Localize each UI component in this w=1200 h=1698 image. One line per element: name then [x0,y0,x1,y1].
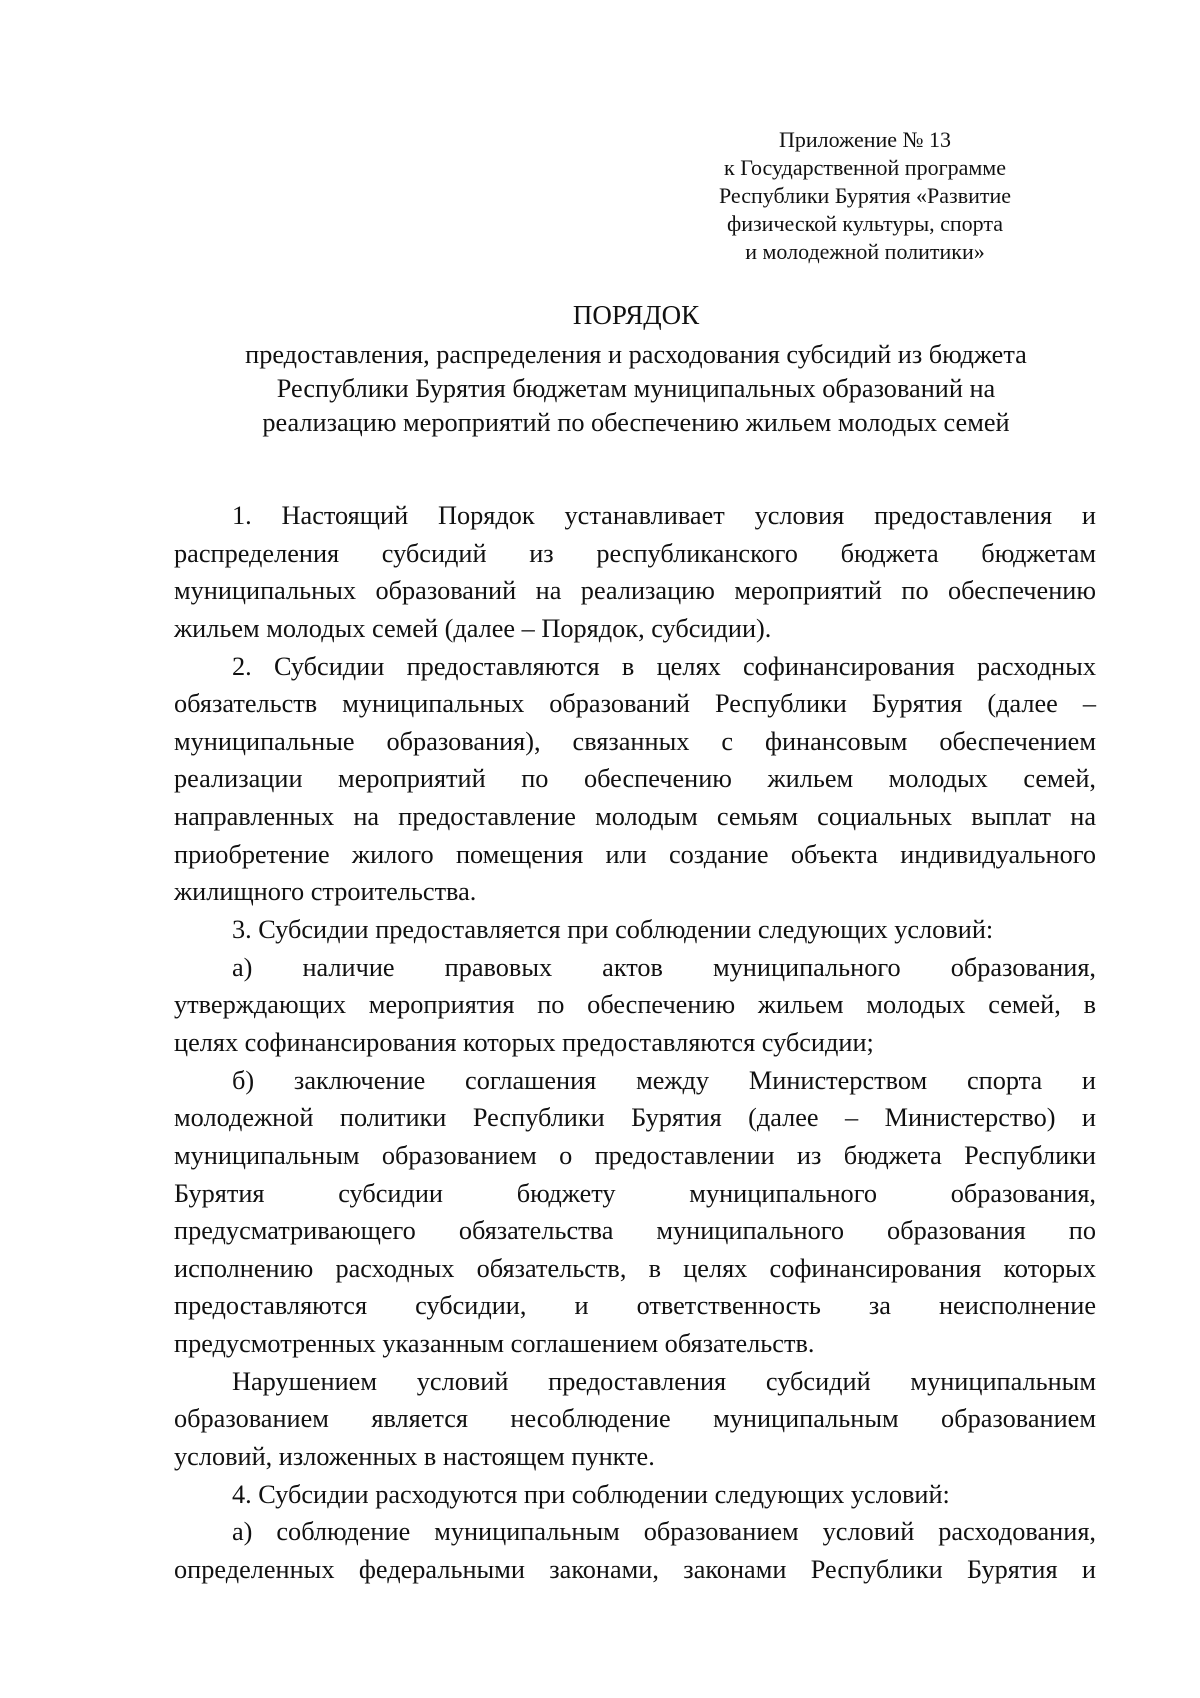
body-line: образованием является несоблюдение муниципальным образованием [174,1404,1096,1434]
appendix-line: Республики Бурятия «Развитие [718,183,1012,208]
body-line: исполнению расходных обязательств, в целях софинансирования которых [174,1253,1096,1283]
body-line: распределения субсидий из республиканского бюджета бюджетам [174,538,1096,568]
appendix-line: и молодежной политики» [745,239,985,264]
body-line: Бурятия субсидии бюджету муниципального образования, [174,1178,1096,1208]
body-line: муниципальных образований на реализацию мероприятий по обеспечению [174,576,1096,606]
body-line: утверждающих мероприятия по обеспечению жильем молодых семей, в [174,990,1096,1020]
appendix-header [620,126,1110,266]
body-line: 2. Субсидии предоставляются в целях софинансирования расходных [232,651,1096,681]
body-line: 1. Настоящий Порядок устанавливает условия предоставления и [232,501,1096,530]
body-line: реализации мероприятий по обеспечению жильем молодых семей, [174,764,1096,794]
body-line: предоставляются субсидии, и ответственность за неисполнение [174,1291,1096,1321]
body-line: Нарушением условий предоставления субсидий муниципальным [232,1366,1096,1396]
body-line: а) соблюдение муниципальным образованием условий расходования, [232,1517,1096,1547]
document-body [174,497,1096,1589]
body-line: 3. Субсидии предоставляется при соблюдении следующих условий: [232,915,994,945]
body-line: 4. Субсидии расходуются при соблюдении следующих условий: [232,1479,950,1509]
subtitle-line: предоставления, распределения и расходования субсидий из бюджета [245,340,1027,369]
body-line: направленных на предоставление молодым семьям социальных выплат на [174,802,1096,832]
body-line: предусматривающего обязательства муниципального образования по [174,1216,1096,1246]
body-line: а) наличие правовых актов муниципального образования, [232,952,1096,982]
body-line: б) заключение соглашения между Министерством спорта и [232,1065,1096,1095]
body-line: жильем молодых семей (далее – Порядок, субсидии). [174,613,772,643]
appendix-line: к Государственной программе [724,155,1006,180]
body-line: целях софинансирования которых предоставляются субсидии; [174,1027,874,1057]
body-line: предусмотренных указанным соглашением обязательств. [174,1329,815,1359]
appendix-line: Приложение № 13 [778,127,952,152]
body-line: обязательств муниципальных образований Республики Бурятия (далее – [174,689,1096,719]
appendix-line: физической культуры, спорта [726,211,1004,236]
document-title: ПОРЯДОК [572,300,700,330]
body-line: приобретение жилого помещения или создание объекта индивидуального [174,839,1096,869]
body-line: определенных федеральными законами, законами Республики Бурятия и [174,1554,1096,1584]
body-line: молодежной политики Республики Бурятия (далее – Министерство) и [174,1103,1096,1133]
subtitle-line: реализацию мероприятий по обеспечению жильем молодых семей [262,408,1010,437]
body-line: условий, изложенных в настоящем пункте. [174,1442,655,1472]
body-line: жилищного строительства. [174,877,477,907]
body-line: муниципальные образования), связанных с финансовым обеспечением [174,726,1096,756]
subtitle-line: Республики Бурятия бюджетам муниципальных образований на [276,374,996,403]
document-subtitle [150,338,1122,440]
body-line: муниципальным образованием о предоставлении из бюджета Республики [174,1140,1096,1170]
